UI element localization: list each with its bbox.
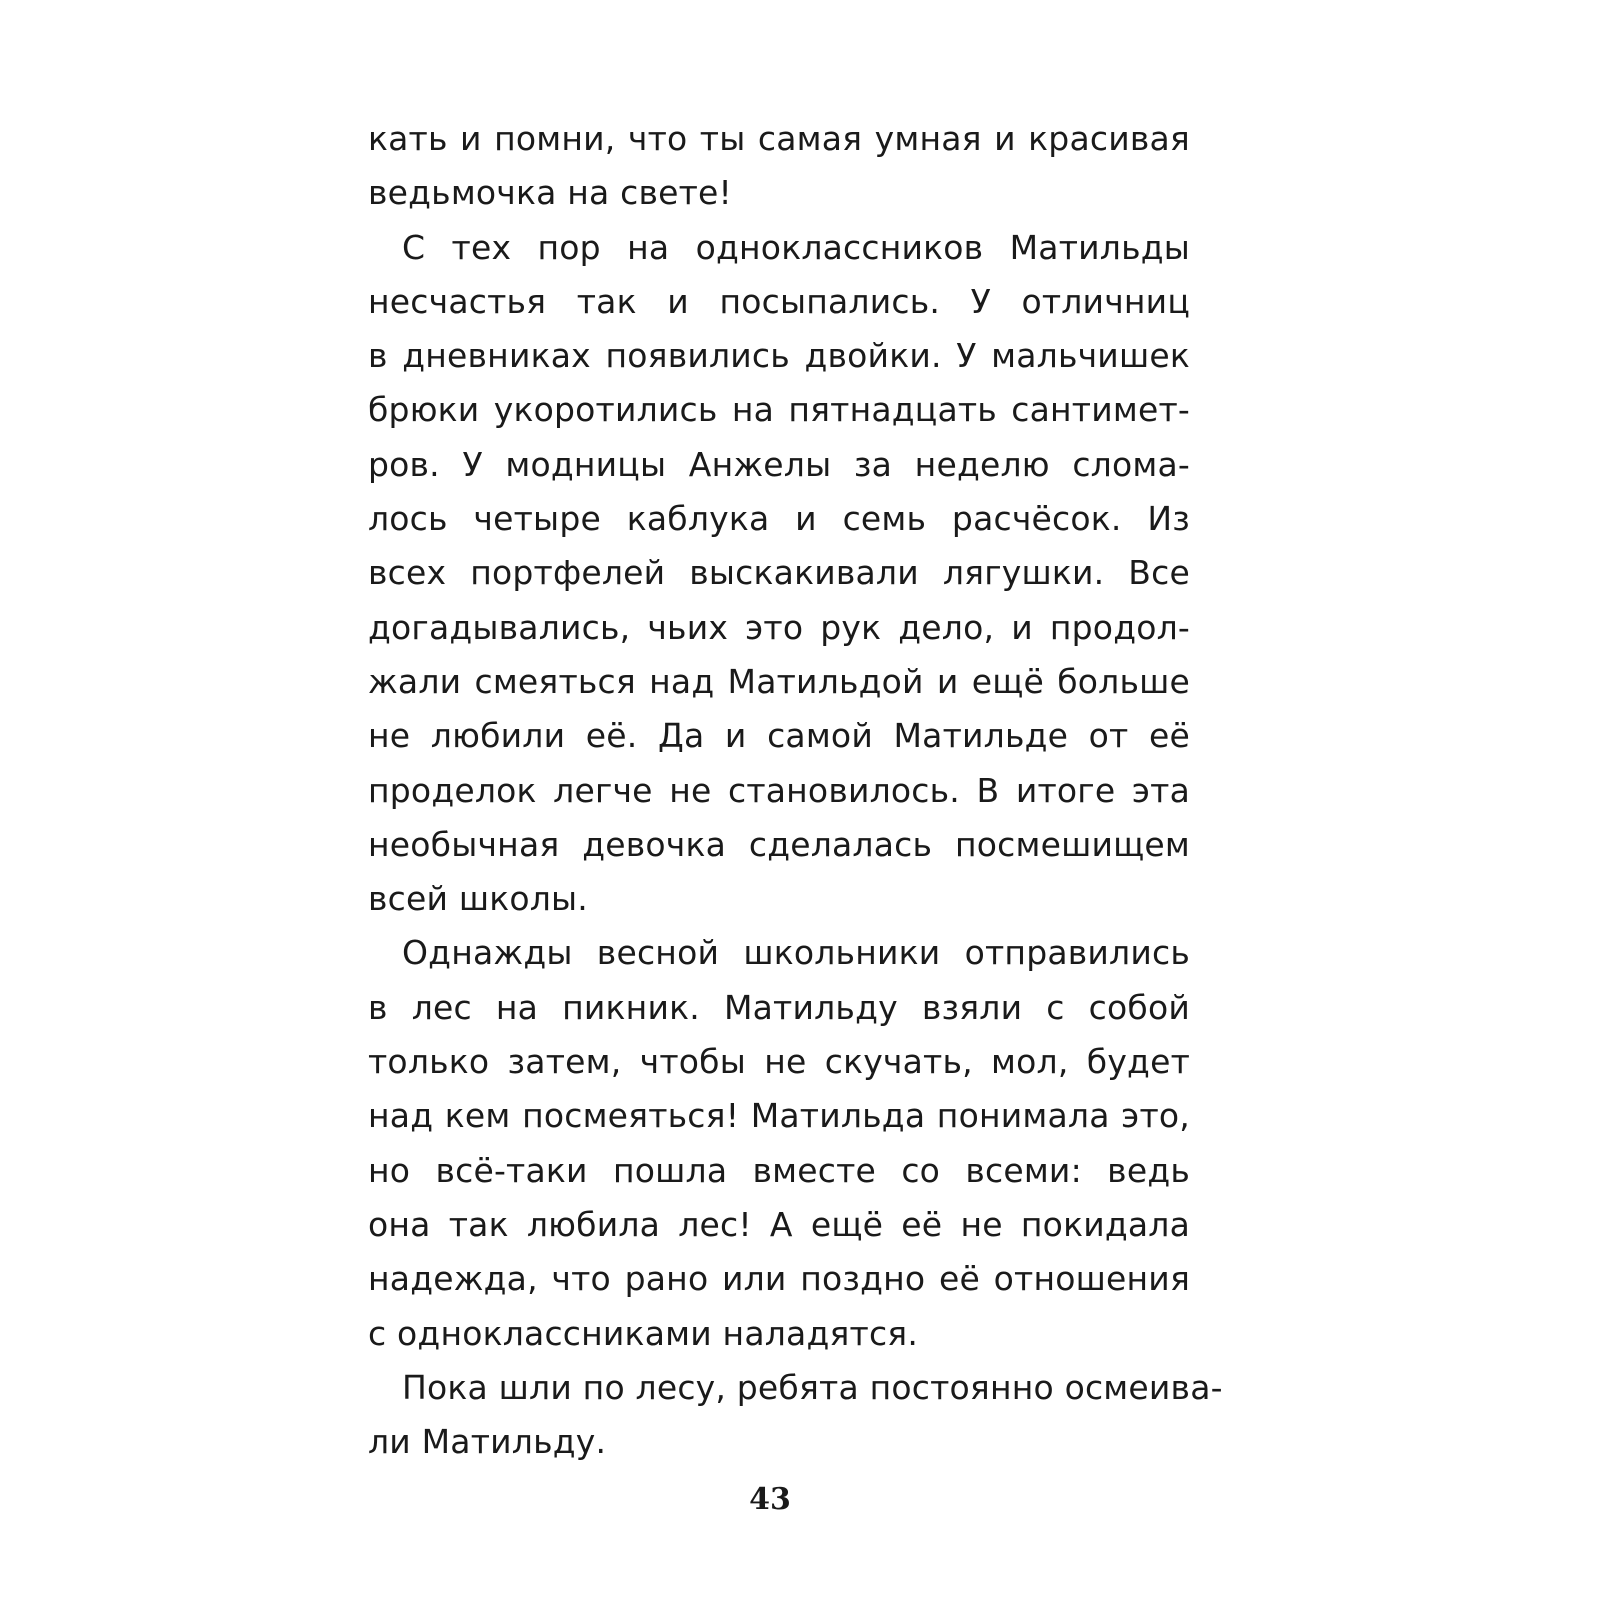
text-line: ведьмочка на свете! bbox=[368, 173, 732, 213]
text-line: только затем, чтобы не скучать, мол, будет bbox=[368, 1042, 1190, 1082]
page-number: 43 bbox=[749, 1482, 791, 1517]
text-line: всех портфелей выскакивали лягушки. Все bbox=[368, 553, 1190, 593]
text-line: брюки укоротились на пятнадцать сантимет- bbox=[368, 390, 1190, 430]
paragraph bbox=[368, 1361, 1223, 1470]
paragraph bbox=[368, 112, 1190, 221]
text-line: она так любила лес! А ещё её не покидала bbox=[368, 1204, 1190, 1244]
paragraph bbox=[368, 221, 1190, 927]
text-line: над кем посмеяться! Матильда понимала это, bbox=[368, 1096, 1190, 1136]
text-line: кать и помни, что ты самая умная и красивая bbox=[368, 119, 1190, 158]
text-line: жали смеяться над Матильдой и ещё больше bbox=[368, 661, 1190, 701]
text-line: проделок легче не становилось. В итоге эта bbox=[368, 770, 1190, 810]
text-line: Пока шли по лесу, ребята постоянно осмеива- bbox=[402, 1367, 1223, 1407]
paragraph bbox=[368, 926, 1190, 1360]
text-line: ров. У модницы Анжелы за неделю слома- bbox=[368, 444, 1190, 484]
text-line: всей школы. bbox=[368, 879, 588, 919]
text-line: в дневниках появились двойки. У мальчишек bbox=[368, 336, 1190, 376]
text-line: необычная девочка сделалась посмешищем bbox=[368, 824, 1190, 864]
text-line: несчастья так и посыпались. У отличниц bbox=[368, 281, 1190, 321]
text-line: в лес на пикник. Матильду взяли с собой bbox=[368, 987, 1190, 1027]
text-line: надежда, что рано или поздно её отношения bbox=[368, 1259, 1190, 1299]
text-line: не любили её. Да и самой Матильде от её bbox=[368, 716, 1190, 756]
text-line: ли Матильду. bbox=[368, 1422, 607, 1462]
text-line: с одноклассниками наладятся. bbox=[368, 1313, 919, 1353]
text-line: но всё-таки пошла вместе со всеми: ведь bbox=[368, 1150, 1190, 1190]
text-line: Однажды весной школьники отправились bbox=[402, 933, 1190, 973]
text-line: С тех пор на одноклассников Матильды bbox=[402, 227, 1190, 267]
page-body bbox=[368, 112, 1223, 1469]
text-line: лось четыре каблука и семь расчёсок. Из bbox=[368, 499, 1190, 539]
text-line: догадывались, чьих это рук дело, и продол- bbox=[368, 607, 1190, 647]
